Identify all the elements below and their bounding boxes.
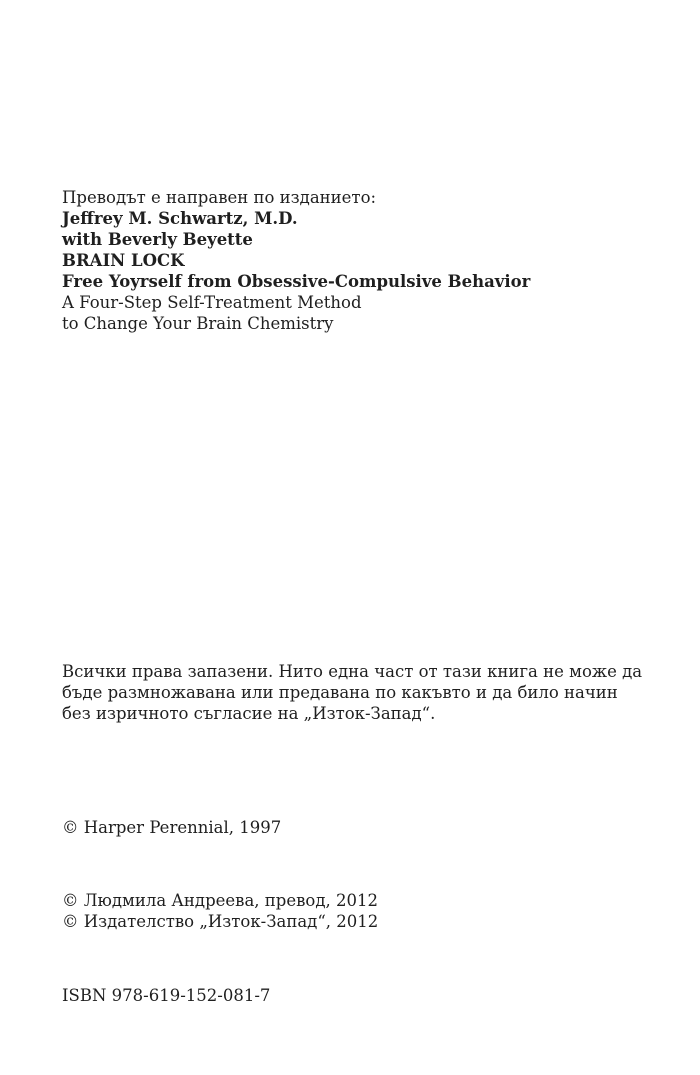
isbn-number: ISBN 978-619-152-081-7: [62, 986, 271, 1005]
original-description-line-2: to Change Your Brain Chemistry: [62, 314, 334, 333]
edition-copyrights: [62, 890, 642, 932]
original-subtitle: Free Yoyrself from Obsessive-Compulsive Behavior: [62, 272, 531, 291]
original-copyright: [62, 817, 642, 838]
copyright-original-publisher: © Harper Perennial, 1997: [62, 818, 282, 837]
translation-source-intro: Преводът е направен по изданието:: [62, 188, 377, 207]
original-title: BRAIN LOCK: [62, 251, 185, 270]
original-author: Jeffrey M. Schwartz, M.D.: [62, 209, 298, 228]
isbn: [62, 985, 642, 1006]
copyright-publisher: © Издателство „Изток-Запад“, 2012: [62, 912, 379, 931]
rights-line-2: бъде размножавана или предавана по какъвто и да било начин: [62, 683, 618, 702]
rights-line-3: без изричното съгласие на „Изток-Запад“.: [62, 704, 436, 723]
rights-line-1: Всички права запазени. Нито една част от тази книга не може да: [62, 662, 643, 681]
original-coauthor: with Beverly Beyette: [62, 230, 253, 249]
rights-reserved-notice: [62, 661, 642, 724]
original-edition-info: [62, 187, 642, 334]
copyright-translation: © Людмила Андреева, превод, 2012: [62, 891, 378, 910]
original-description-line-1: A Four-Step Self-Treatment Method: [62, 293, 362, 312]
